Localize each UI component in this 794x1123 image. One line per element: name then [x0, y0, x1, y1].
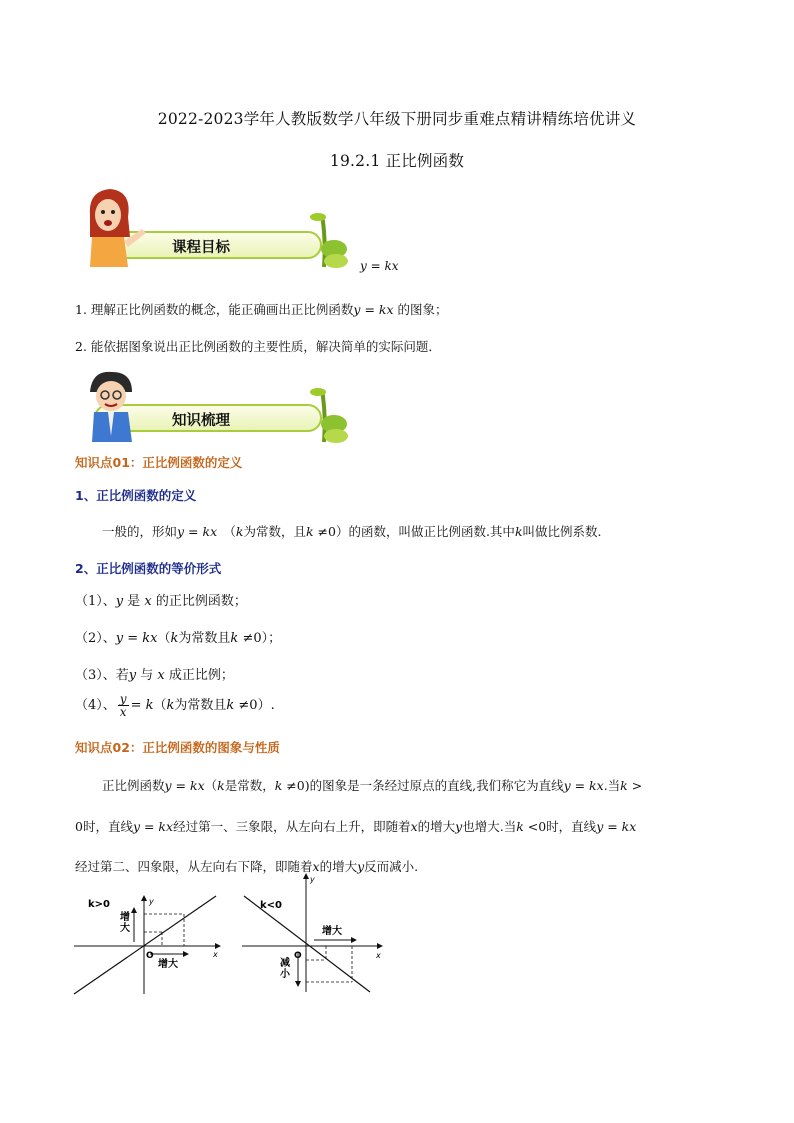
form-item-1: （1）、y 是 x 的正比例函数；: [75, 594, 247, 609]
x-label: x: [213, 950, 218, 959]
knowledge-point-1-heading: 知识点01：正比例函数的定义: [75, 455, 243, 470]
graph-k-positive: [70, 890, 230, 998]
goal-item-1: 1. 理解正比例函数的概念，能正确画出正比例函数y = kx 的图象；: [75, 302, 448, 317]
line-y-kx: [74, 896, 216, 994]
graph-k-negative: [238, 868, 388, 996]
knowledge-point-2-heading: 知识点02：正比例函数的图象与性质: [75, 740, 280, 755]
y-label: y: [149, 897, 154, 906]
equivalent-forms-heading: 2、正比例函数的等价形式: [75, 561, 222, 576]
property-line-2: 0时，直线y = kx经过第一、三象限，从左向右上升，即随着x的增大y也增大.当k <0时，直线y = kx: [75, 819, 637, 834]
form-item-3: （3）、若y 与 x 成正比例；: [75, 668, 234, 683]
goal-item-2: 2. 能依据图象说出正比例函数的主要性质，解决简单的实际问题．: [75, 339, 441, 354]
property-line-3: 经过第二、四象限，从左向右下降，即随着x的增大y反而减小.: [75, 859, 419, 874]
banner-label: 课程目标: [172, 240, 230, 256]
section-title: 19.2.1 正比例函数: [329, 152, 465, 170]
banner-label: 知识梳理: [172, 413, 230, 429]
sprout-icon: [306, 209, 350, 269]
course-goals-banner: [84, 219, 342, 271]
teacher-girl-icon: [70, 185, 150, 275]
graph-label: k>0: [88, 899, 110, 910]
fraction-y-over-x: $\frac{y}{x}$: [119, 692, 127, 719]
property-line-1: 正比例函数y = kx（k是常数，k ≠0)的图象是一条经过原点的直线,我们称它为直线y = kx.当k >: [102, 778, 643, 793]
student-boy-icon: [78, 366, 148, 446]
knowledge-review-banner: [84, 392, 342, 444]
x-label: x: [376, 951, 381, 960]
origin-label: O: [146, 951, 154, 961]
definition-text: 一般的，形如y = kx （k为常数，且k ≠0）的函数，叫做正比例函数.其中k叫做比例系数.: [102, 524, 602, 539]
horizontal-label: 增大: [158, 959, 178, 970]
form-item-2: （2）、y = kx（k为常数且k ≠0）；: [75, 631, 282, 646]
document-title: 2022-2023学年人教版数学八年级下册同步重难点精讲精练培优讲义: [157, 110, 637, 128]
vertical-label: 减小: [280, 958, 290, 980]
origin-label: O: [294, 951, 302, 961]
y-label: y: [310, 875, 315, 884]
sprout-icon: [306, 384, 350, 444]
form-item-4: （4）、 $\frac{y}{x}$ = k（k为常数且k ≠0）.: [75, 692, 275, 719]
graph-label: k<0: [260, 900, 282, 911]
vertical-label: 增大: [120, 912, 130, 934]
definition-heading: 1、正比例函数的定义: [75, 488, 197, 503]
horizontal-label: 增大: [322, 926, 342, 937]
banner-formula: y = kx: [360, 259, 399, 273]
